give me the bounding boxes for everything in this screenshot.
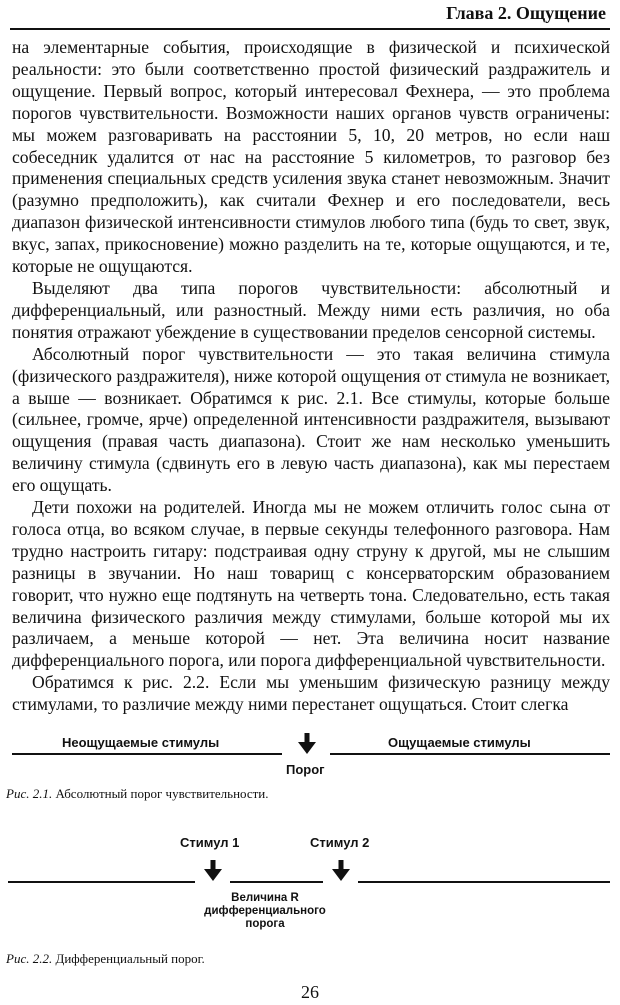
- paragraph-1: на элементарные события, происходящие в физической и психической реальности: это были соответственно простой физический раздражитель и ощущение. Первый вопрос, который интересовал Фехнера, — это проблема порогов чувствительности. Возможности наших органов чувств ограничены: мы можем разговаривать на расстоянии 5, 10, 20 метров, но если наш собеседник удалится от нас на расстояние 5 километров, то разговор без применения специальных средств усиления звука станет невозможным. Значит (разумно предположить), как считали Фехнер и его последователи, весь диапазон физической интенсивности стимулов любого типа (будь то свет, звук, вкус, запах, прикосновение) можно разделить на те, которые ощущаются, и те, которые не ощущаются.: [12, 37, 610, 277]
- magnitude-line-1: Величина R: [231, 892, 299, 904]
- figure-1-number: Рис. 2.1.: [6, 786, 53, 801]
- page-header: [10, 0, 610, 30]
- stimulus-1-label: Стимул 1: [180, 835, 240, 850]
- figure-1-caption-text: Абсолютный порог чувствительности.: [55, 786, 269, 801]
- sensitive-stimuli-label: Ощущаемые стимулы: [388, 735, 531, 750]
- sensitive-range-line: [330, 753, 610, 755]
- stimulus-2-arrow-icon: [331, 860, 351, 882]
- page-number: 26: [301, 982, 319, 1002]
- differential-line-left: [8, 881, 195, 883]
- chapter-title: Глава 2. Ощущение: [446, 3, 606, 23]
- paragraph-5: Обратимся к рис. 2.2. Если мы уменьшим физическую разницу между стимулами, то различие между ними перестанет ощущаться. Стоит слегка: [12, 672, 610, 715]
- differential-line-middle: [230, 881, 323, 883]
- figure-2-caption: [6, 951, 205, 967]
- paragraph-3: Абсолютный порог чувствительности — это такая величина стимула (физического раздражителя), ниже которой ощущения от стимула не возникает, а выше — возникает. Обратимся к рис. 2.1. Все стимулы, которые больше (сильнее, громче, ярче) определенной интенсивности раздражителя, вызывают ощущения (правая часть диапазона). Стоит же нам несколько уменьшить величину стимула (сдвинуть его в левую часть диапазона), как мы перестаем его ощущать.: [12, 343, 610, 496]
- stimulus-2-label: Стимул 2: [310, 835, 370, 850]
- stimulus-1-arrow-icon: [203, 860, 223, 882]
- paragraph-4: Дети похожи на родителей. Иногда мы не можем отличить голос сына от голоса отца, во всяком случае, в первые секунды телефонного разговора. Нам трудно настроить гитару: подстраивая одну струну к другой, мы не слышим разницы в звучании. Но наш товарищ с консерваторским образованием говорит, что нужно еще подтянуть на четверть тона. Следовательно, есть такая величина физического различия между стимулами, больше которой мы их различаем, а меньше которой — нет. Эта величина носит название дифференциального порога, или порога дифференциальной чувствительности.: [12, 497, 610, 671]
- insensitive-stimuli-label: Неощущаемые стимулы: [62, 735, 220, 750]
- insensitive-range-line: [12, 753, 282, 755]
- magnitude-line-2: дифференциального: [204, 905, 326, 917]
- figure-2-caption-text: Дифференциальный порог.: [55, 951, 205, 966]
- differential-line-right: [358, 881, 610, 883]
- threshold-arrow-icon: [297, 733, 317, 755]
- figure-2-number: Рис. 2.2.: [6, 951, 53, 966]
- figure-1-caption: [6, 786, 269, 802]
- paragraph-2: Выделяют два типа порогов чувствительности: абсолютный и дифференциальный, или разностный. Между ними есть различия, но оба понятия отражают убеждение в существовании пределов сенсорной системы.: [12, 277, 610, 342]
- differential-magnitude-label: [190, 892, 340, 931]
- body-text: [12, 37, 610, 716]
- magnitude-line-3: порога: [245, 918, 285, 930]
- threshold-label: Порог: [286, 762, 325, 777]
